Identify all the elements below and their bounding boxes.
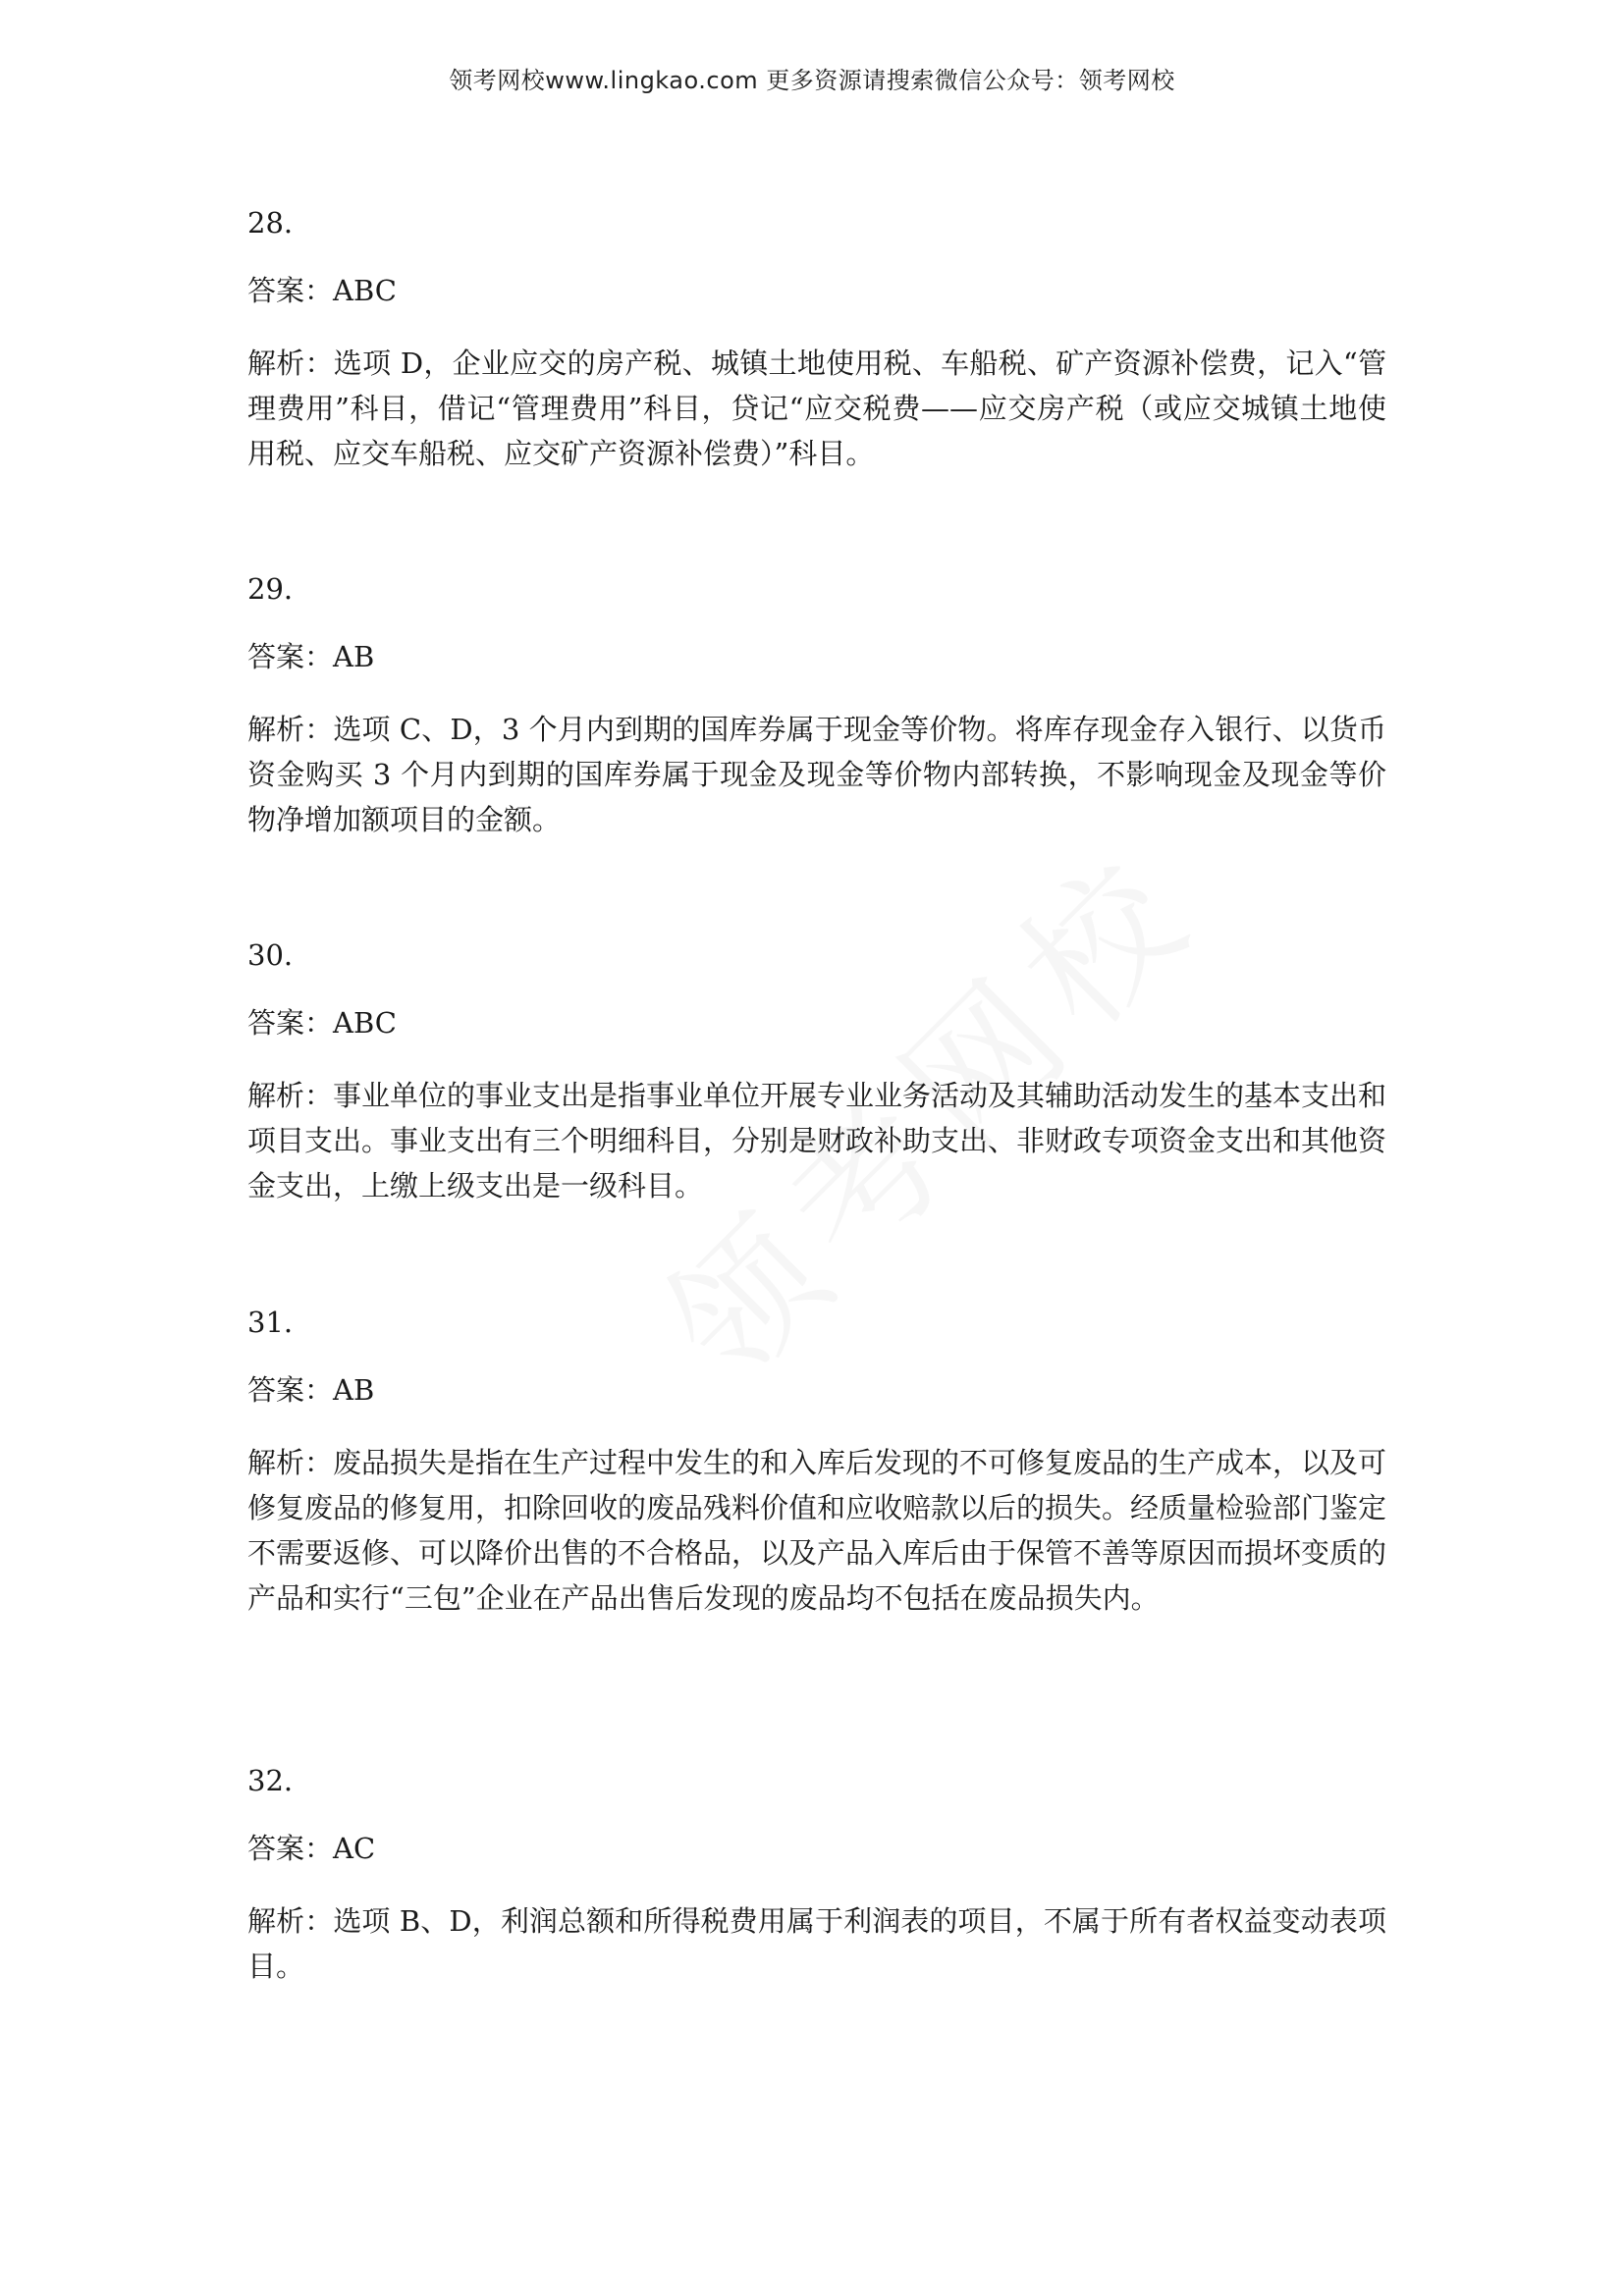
analysis-text: 解析：选项 C、D，3 个月内到期的国库券属于现金等价物。将库存现金存入银行、以货币资金购买 3 个月内到期的国库券属于现金及现金等价物内部转换，不影响现金及现金等价物净增加额项目的金额。 [247, 713, 1386, 836]
analysis-text: 解析：选项 B、D，利润总额和所得税费用属于利润表的项目，不属于所有者权益变动表项目。 [247, 1904, 1386, 1983]
answer-line: 答案：ABC [247, 1006, 397, 1040]
question-number: 31. [247, 1306, 294, 1339]
question-block-29 [247, 571, 1386, 842]
question-block-32 [247, 1763, 1386, 1989]
answer-line: 答案：AB [247, 1373, 375, 1407]
analysis-text: 解析：废品损失是指在生产过程中发生的和入库后发现的不可修复废品的生产成本，以及可修复废品的修复用，扣除回收的废品残料价值和应收赔款以后的损失。经质量检验部门鉴定不需要返修、可以降价出售的不合格品，以及产品入库后由于保管不善等原因而损坏变质的产品和实行“三包”企业在产品出售后发现的废品均不包括在废品损失内。 [247, 1446, 1387, 1615]
question-block-31 [247, 1305, 1386, 1621]
question-block-30 [247, 937, 1386, 1208]
page-header: 领考网校www.lingkao.com 更多资源请搜索微信公众号：领考网校 [449, 67, 1175, 94]
answer-line: 答案：AB [247, 640, 375, 673]
answer-line: 答案：ABC [247, 274, 397, 307]
question-number: 28. [247, 206, 294, 240]
answer-line: 答案：AC [247, 1832, 376, 1865]
question-number: 29. [247, 572, 294, 606]
analysis-text: 解析：事业单位的事业支出是指事业单位开展专业业务活动及其辅助活动发生的基本支出和项目支出。事业支出有三个明细科目，分别是财政补助支出、非财政专项资金支出和其他资金支出，上缴上级支出是一级科目。 [247, 1079, 1387, 1202]
question-block-28 [247, 205, 1386, 476]
analysis-text: 解析：选项 D，企业应交的房产税、城镇土地使用税、车船税、矿产资源补偿费，记入“管理费用”科目，借记“管理费用”科目，贷记“应交税费——应交房产税（或应交城镇土地使用税、应交车船税、应交矿产资源补偿费）”科目。 [247, 347, 1386, 470]
question-number: 32. [247, 1764, 294, 1797]
question-number: 30. [247, 938, 294, 972]
